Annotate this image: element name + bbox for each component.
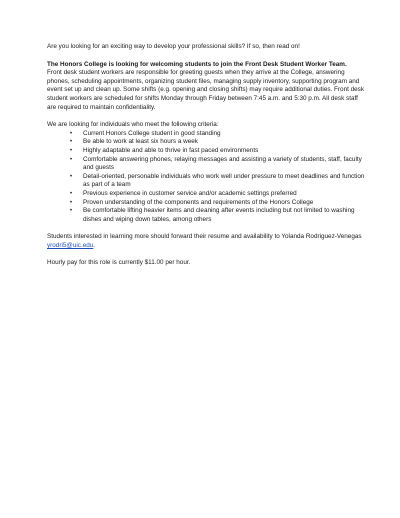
criteria-item [47,207,365,224]
criteria-item [47,190,365,199]
application-end: . [93,241,96,249]
criteria-item [47,147,365,156]
criteria-item [47,156,365,173]
bullet-icon: • [70,130,73,137]
bullet-icon: • [70,199,73,206]
job-description-heading: The Honors College is looking for welcoming students to join the Front Desk Student Worker Team. [47,60,347,68]
email-link[interactable]: yrodri5@uic.edu [47,241,94,249]
criteria-item-text: Be able to work at least six hours a week [83,138,198,146]
bullet-icon: • [70,173,73,180]
application-paragraph [47,233,365,250]
criteria-item-text: Detail-oriented, personable individuals who work well under pressure to meet deadlines and function as part of a team [83,172,365,189]
bullet-icon: • [70,190,73,197]
job-description-paragraph [47,61,365,113]
application-text: Students interested in learning more should forward their resume and availability to Yolanda Rodriguez-Venegas [47,233,362,241]
criteria-item [47,130,365,139]
bullet-icon: • [70,208,73,215]
criteria-item-text: Previous experience in customer service and/or academic settings preferred [83,189,297,197]
criteria-list [47,130,365,225]
criteria-item-text: Proven understanding of the components and requirements of the Honors College [83,198,314,206]
criteria-item-text: Be comfortable lifting heavier items and cleaning after events including but not limited to washing dishes and wiping down tables, among others [83,207,355,223]
bullet-icon: • [70,156,73,163]
pay-paragraph: Hourly pay for this role is currently $11.00 per hour. [47,259,191,267]
criteria-item-text: Comfortable answering phones, relaying messages and assisting a variety of students, staff, faculty and guests [83,155,362,172]
bullet-icon: • [70,139,73,146]
intro-paragraph: Are you looking for an exciting way to develop your professional skills? If so, then read on! [47,43,300,50]
criteria-item [47,138,365,147]
criteria-item-text: Current Honors College student in good standing [83,129,221,137]
criteria-item [47,199,365,208]
bullet-icon: • [70,147,73,154]
criteria-item-text: Highly adaptable and able to thrive in fast paced environments [83,146,259,154]
document-content [47,43,365,277]
job-description-body: Front desk student workers are responsible for greeting guests when they arrive at the College, answering phones, scheduling appointments, organizing student files, managing supply inventory, supporting program and event set up and clean up. Some shifts (e.g. opening and closing shifts) may require additional duties. Front desk student workers are scheduled for shifts Monday through Friday between 7:45 a.m. and 5:30 p.m. All desk staff are required to maintain confidentiality. [47,69,365,111]
criteria-intro: We are looking for individuals who meet the following criteria: [47,121,219,129]
criteria-item [47,173,365,190]
